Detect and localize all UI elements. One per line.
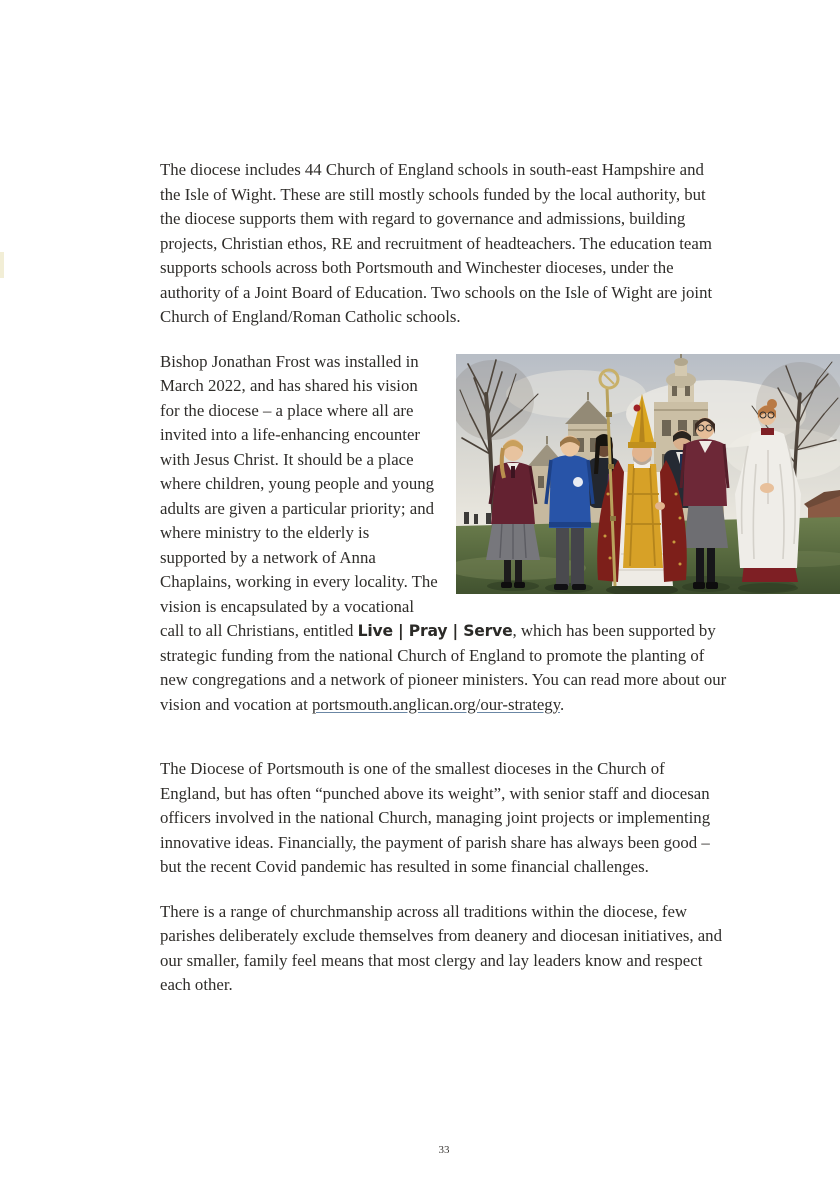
- page-number: 33: [438, 1144, 450, 1156]
- bishop-photo: [456, 354, 840, 594]
- paragraph-churchmanship: There is a range of churchmanship across all traditions within the diocese, few parishes deliberately exclude themselves from deanery and diocesan initiatives, and our smaller, family feel means that most clergy and lay leaders know and respect each other.: [160, 901, 722, 994]
- paragraph-schools: The diocese includes 44 Church of England schools in south-east Hampshire and the Isle of Wight. These are still mostly schools funded by the local authority, but the diocese supports them with regard to governance and admissions, building projects, Christian ethos, RE and recruitment of headteachers. The education team supports schools across both Portsmouth and Winchester dioceses, under the authority of a Joint Board of Education. Two schools on the Isle of Wight are joint Church of England/Roman Catholic schools.: [160, 160, 713, 326]
- vision-text-after-link: .: [560, 694, 565, 714]
- brand-live-pray-serve: Live | Pray | Serve: [357, 622, 513, 640]
- strategy-link[interactable]: portsmouth.anglican.org/our-strategy: [311, 694, 561, 714]
- page-edge-mark: [0, 252, 4, 278]
- vision-text-before-brand: Bishop Jonathan Frost was installed in March 2022, and has shared his vision for the diocese – a place where all are invited into a life-enhancing encounter with Jesus Christ. It should be a place where children, young people and young adults are given a particular priority; and where ministry to the elderly is supported by a network of Anna Chaplains, working in every locality. The vision is encapsulated by a vocational call to all Christians, entitled: [160, 351, 438, 640]
- page-footer: [160, 1144, 728, 1156]
- vision-text-after-brand: , which has been supported by strategic funding from the national Church of England to promote the planting of new congregations and a network of pioneer ministers. You can read more about our vision and vocation at: [160, 621, 727, 714]
- bishop-photo-scene: [456, 354, 840, 594]
- page-content: [160, 158, 728, 1018]
- paragraph-vision-block: [160, 350, 728, 738]
- paragraph-diocese-size: The Diocese of Portsmouth is one of the smallest dioceses in the Church of England, but has often “punched above its weight”, with senior staff and diocesan officers involved in the national Church, managing joint projects or implementing innovative ideas. Financially, the payment of parish share has always been good – but the recent Covid pandemic has resulted in some financial challenges.: [160, 759, 711, 876]
